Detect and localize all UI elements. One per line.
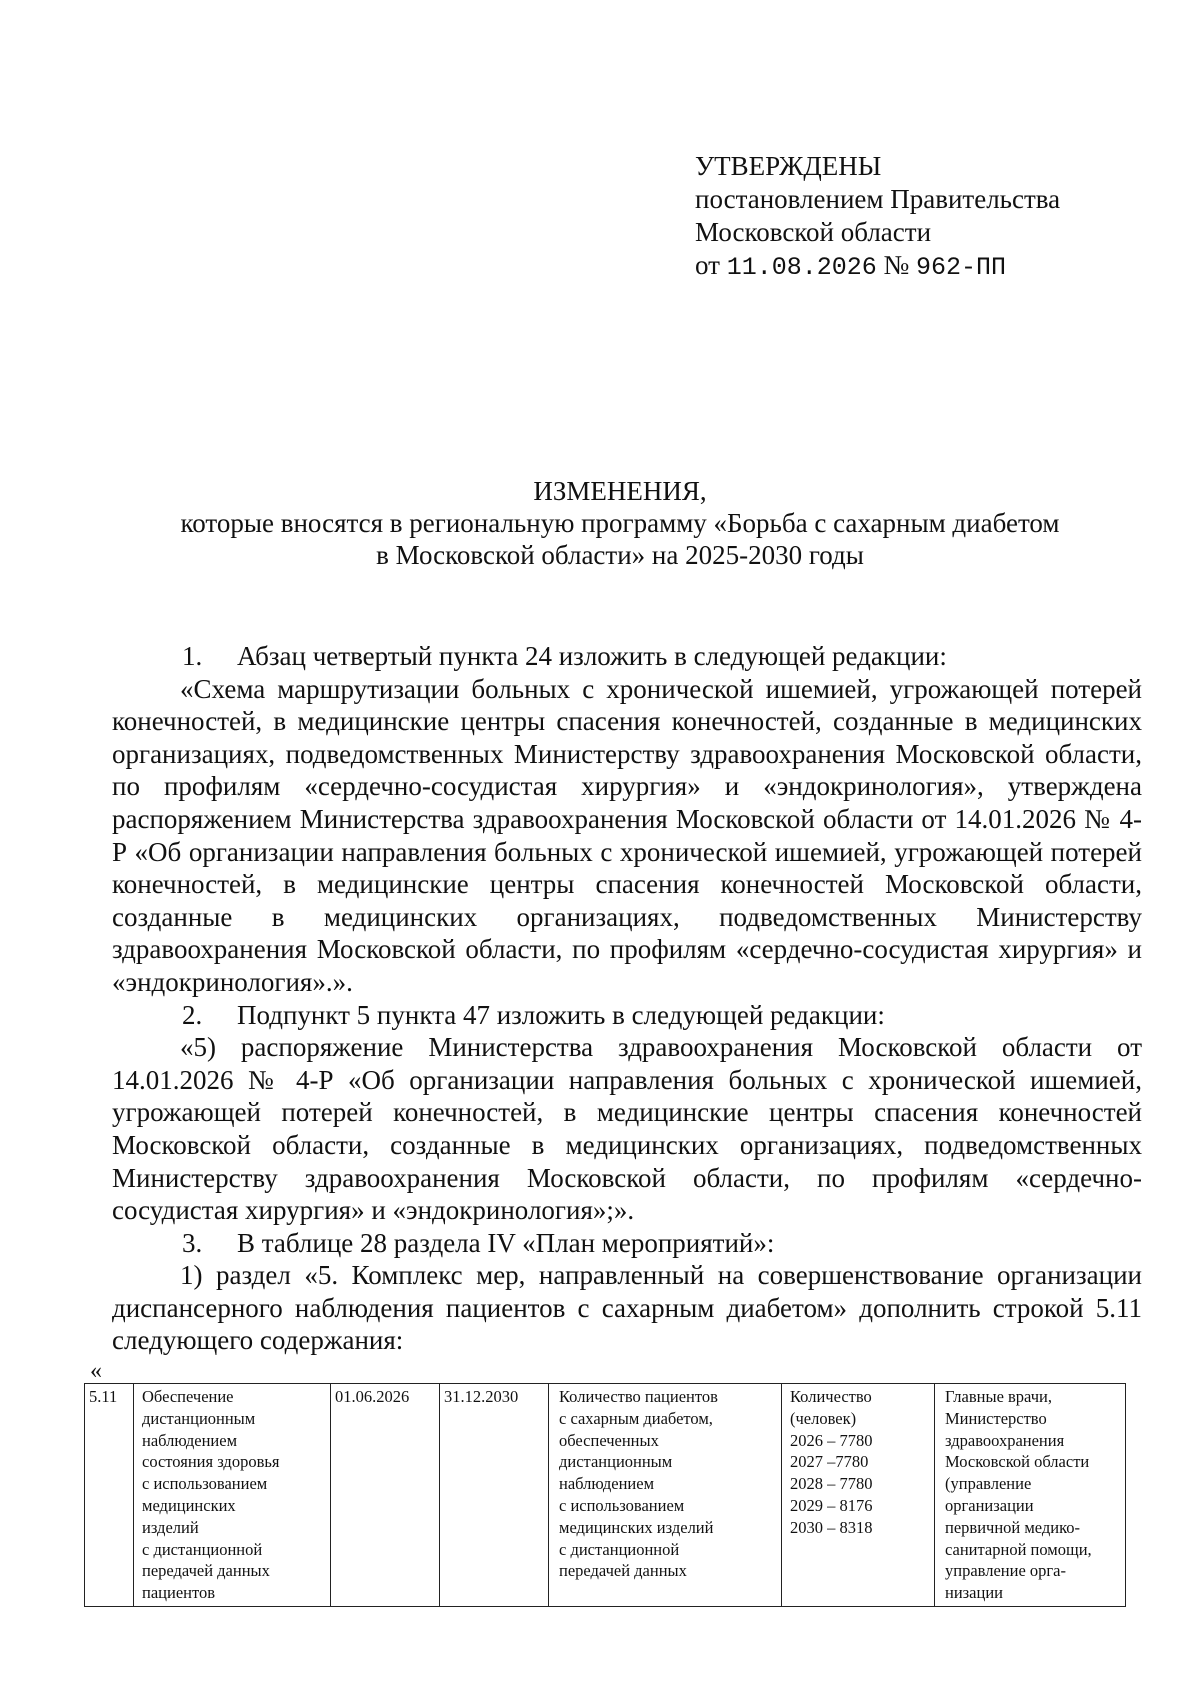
item-1-text: Абзац четвертый пункта 24 изложить в следующей редакции: (237, 641, 947, 671)
approved-title: УТВЕРЖДЕНЫ (695, 151, 882, 181)
plan-table (84, 1383, 1126, 1607)
cell-responsible (935, 1384, 1126, 1607)
item-3-subitem: 1) раздел «5. Комплекс мер, направленный на совершенствование организации диспансерного наблюдения пациентов с сахарным диабетом» дополнить строкой 5.11 следующего содержания: (112, 1260, 1142, 1356)
cell-line: передачей данных (559, 1561, 687, 1581)
cell-line: низации (945, 1583, 1003, 1603)
quote-open-mark: « (90, 1358, 102, 1384)
approved-date-line (695, 249, 1060, 284)
item-3-text: В таблице 28 раздела IV «План мероприятий»: (237, 1227, 775, 1258)
item-3-number: 3. (182, 1227, 203, 1258)
cell-indicator (782, 1384, 935, 1607)
cell-line: с дистанционной (142, 1539, 263, 1559)
cell-line: (управление (945, 1474, 1032, 1494)
approved-line-3: Московской области (695, 217, 932, 247)
item-2-number: 2. (182, 999, 203, 1030)
cell-line: 2027 –7780 (790, 1452, 869, 1472)
item-2 (112, 999, 1142, 1032)
cell-line: медицинских изделий (559, 1517, 714, 1537)
title-line-3: в Московской области» на 2025-2030 годы (376, 540, 864, 570)
approval-stamp (695, 150, 1060, 284)
cell-line: состояния здоровья (142, 1452, 280, 1472)
cell-line: Московской области (945, 1452, 1090, 1472)
approved-date: 11.08.2026 (726, 253, 877, 282)
cell-start-date: 01.06.2026 (331, 1384, 440, 1607)
cell-result (549, 1384, 782, 1607)
cell-line: Министерство (945, 1408, 1047, 1428)
cell-event (134, 1384, 331, 1607)
approved-number-sign: № (883, 250, 910, 280)
title-line-2: которые вносятся в региональную программу «Борьба с сахарным диабетом (180, 508, 1060, 538)
item-1-quote: «Схема маршрутизации больных с хронической ишемией, угрожающей потерей конечностей, в медицинские центры спасения конечностей, созданные в медицинских организациях, подведомственных Министерству здравоохранения Московской области, по профилям «сердечно-сосудистая хирургия» и «эндокринология», утверждена распоряжением Министерства здравоохранения Московской области от 14.01.2026 № 4-Р «Об организации направления больных с хронической ишемией, угрожающей потерей конечностей, в медицинские центры спасения конечностей Московской области, созданные в медицинских организациях, подведомственных Министерству здравоохранения Московской области, по профилям «сердечно-сосудистая хирургия» и «эндокринология».». (112, 673, 1142, 997)
cell-line: Количество (790, 1387, 872, 1406)
approved-number: 962-ПП (916, 253, 1007, 282)
cell-line: дистанционным (142, 1408, 256, 1428)
cell-line: 2026 – 7780 (790, 1430, 873, 1450)
cell-line: Главные врачи, (945, 1387, 1052, 1406)
cell-line: Количество пациентов (559, 1387, 718, 1406)
item-1-number: 1. (182, 641, 203, 671)
cell-line: 2030 – 8318 (790, 1517, 873, 1537)
cell-line: 2029 – 8176 (790, 1495, 873, 1515)
cell-end-date: 31.12.2030 (440, 1384, 549, 1607)
cell-line: организации (945, 1495, 1034, 1515)
item-3 (112, 1227, 1142, 1260)
cell-line: здравоохранения (945, 1430, 1065, 1450)
cell-line: передачей данных (142, 1561, 270, 1581)
cell-line: пациентов (142, 1583, 216, 1603)
cell-line: наблюдением (142, 1430, 238, 1450)
item-1 (112, 640, 1142, 673)
cell-line: с использованием (142, 1474, 268, 1494)
item-2-quote: «5) распоряжение Министерства здравоохранения Московской области от 14.01.2026 № 4-Р «Об организации направления больных с хронической ишемией, угрожающей потерей конечностей, в медицинские центры спасения конечностей Московской области, созданные в медицинских организациях, подведомственных Министерству здравоохранения Московской области, по профилям «сердечно-сосудистая хирургия» и «эндокринология»;». (112, 1032, 1142, 1226)
cell-line: управление орга- (945, 1561, 1066, 1581)
table-row (85, 1384, 1126, 1607)
cell-line: наблюдением (559, 1474, 655, 1494)
approved-line-2: постановлением Правительства (695, 184, 1061, 214)
approved-from: от (695, 250, 720, 280)
cell-line: с сахарным диабетом, (559, 1408, 713, 1428)
title-main: ИЗМЕНЕНИЯ, (533, 476, 707, 506)
cell-line: дистанционным (559, 1452, 673, 1472)
cell-line: изделий (142, 1517, 199, 1537)
cell-row-number: 5.11 (85, 1384, 134, 1607)
cell-line: (человек) (790, 1408, 857, 1428)
item-2-text: Подпункт 5 пункта 47 изложить в следующей редакции: (237, 999, 885, 1030)
cell-line: 2028 – 7780 (790, 1474, 873, 1494)
cell-line: первичной медико- (945, 1517, 1081, 1537)
cell-line: Обеспечение (142, 1387, 234, 1406)
cell-line: медицинских (142, 1495, 236, 1515)
document-body (112, 640, 1142, 1357)
cell-line: с дистанционной (559, 1539, 680, 1559)
cell-line: с использованием (559, 1495, 685, 1515)
cell-line: обеспеченных (559, 1430, 659, 1450)
document-title (100, 475, 1140, 571)
cell-line: санитарной помощи, (945, 1539, 1092, 1559)
